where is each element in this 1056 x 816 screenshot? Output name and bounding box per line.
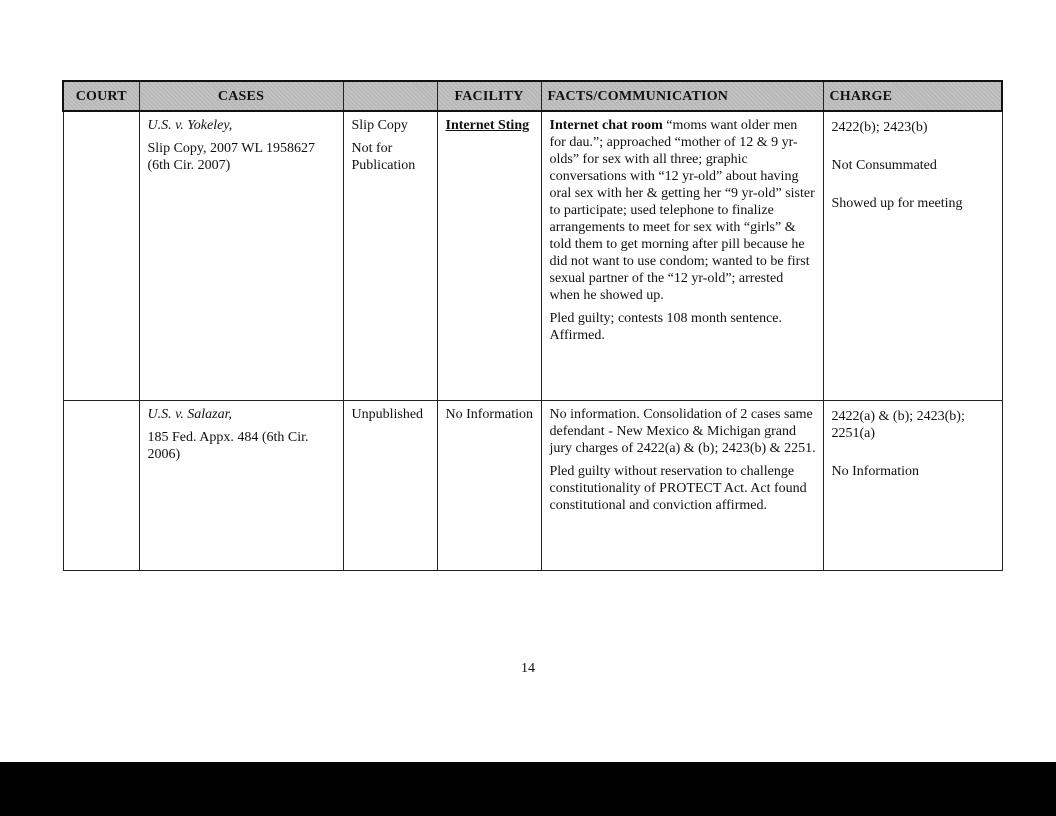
charge-cell xyxy=(823,400,1002,570)
facility-value: Internet Sting xyxy=(445,118,530,133)
case-name: U.S. v. Yokeley, xyxy=(147,118,233,133)
facts-cell xyxy=(541,400,823,570)
status-primary: Unpublished xyxy=(351,406,424,422)
table-row xyxy=(63,400,1002,570)
header-court: COURT xyxy=(63,81,139,111)
charge-consummation: No Information xyxy=(831,463,919,479)
case-citation: Slip Copy, 2007 WL 1958627 (6th Cir. 2007) xyxy=(147,141,315,173)
header-status xyxy=(343,81,437,111)
case-name: U.S. v. Salazar, xyxy=(147,406,233,422)
facts-text xyxy=(550,406,817,457)
table-header-row xyxy=(63,81,1002,111)
facts-outcome: Pled guilty; contests 108 month sentence. Affirmed. xyxy=(549,311,783,343)
case-cell xyxy=(139,400,343,570)
facts-body: No information. Consolidation of 2 cases same defendant - New Mexico & Michigan grand jury charges of 2422(a) & (b); 2423(b) & 2251. xyxy=(549,406,816,456)
case-citation: 185 Fed. Appx. 484 (6th Cir. 2006) xyxy=(147,429,309,462)
header-facility: FACILITY xyxy=(437,81,541,111)
header-charge: CHARGE xyxy=(823,81,1002,111)
court-cell xyxy=(63,111,139,400)
header-cases: CASES xyxy=(139,81,343,111)
charge-statutes: 2422(a) & (b); 2423(b); 2251(a) xyxy=(831,408,965,441)
facility-value: No Information xyxy=(445,406,533,422)
charge-statutes: 2422(b); 2423(b) xyxy=(831,120,928,135)
facility-cell xyxy=(437,111,541,400)
page-number: 14 xyxy=(521,661,535,676)
status-primary: Slip Copy xyxy=(351,118,408,133)
court-cell xyxy=(63,400,139,570)
facility-cell xyxy=(437,400,541,570)
facts-text xyxy=(550,117,817,304)
facts-cell xyxy=(541,111,823,400)
status-cell xyxy=(343,400,437,570)
status-secondary: Not for Publication xyxy=(351,141,416,173)
charge-consummation: Not Consummated xyxy=(831,158,937,173)
facts-body: “moms want older men for dau.”; approached “mother of 12 & 9 yr-olds” for sex with all three; graphic conversations with “12 yr-old” about having oral sex with her & getting her “9 yr-old” sister to participate; used telephone to finalize arrangements to meet for sex with “girls” & told them to get morning after pill because he did not want to use condom; wanted to be first sexual partner of the “12 yr-old”; arrested when he showed up. xyxy=(549,118,815,303)
header-facts: FACTS/COMMUNICATION xyxy=(541,81,823,111)
facts-lead: Internet chat room xyxy=(549,118,663,133)
status-cell xyxy=(343,111,437,400)
charge-note: Showed up for meeting xyxy=(831,196,963,211)
scan-border xyxy=(0,762,1056,816)
charge-cell xyxy=(823,111,1002,400)
facts-outcome: Pled guilty without reservation to challenge constitutionality of PROTECT Act. Act found constitutional and conviction affirmed. xyxy=(549,463,807,513)
table-row xyxy=(63,111,1002,400)
case-table xyxy=(62,80,1003,571)
case-cell xyxy=(139,111,343,400)
